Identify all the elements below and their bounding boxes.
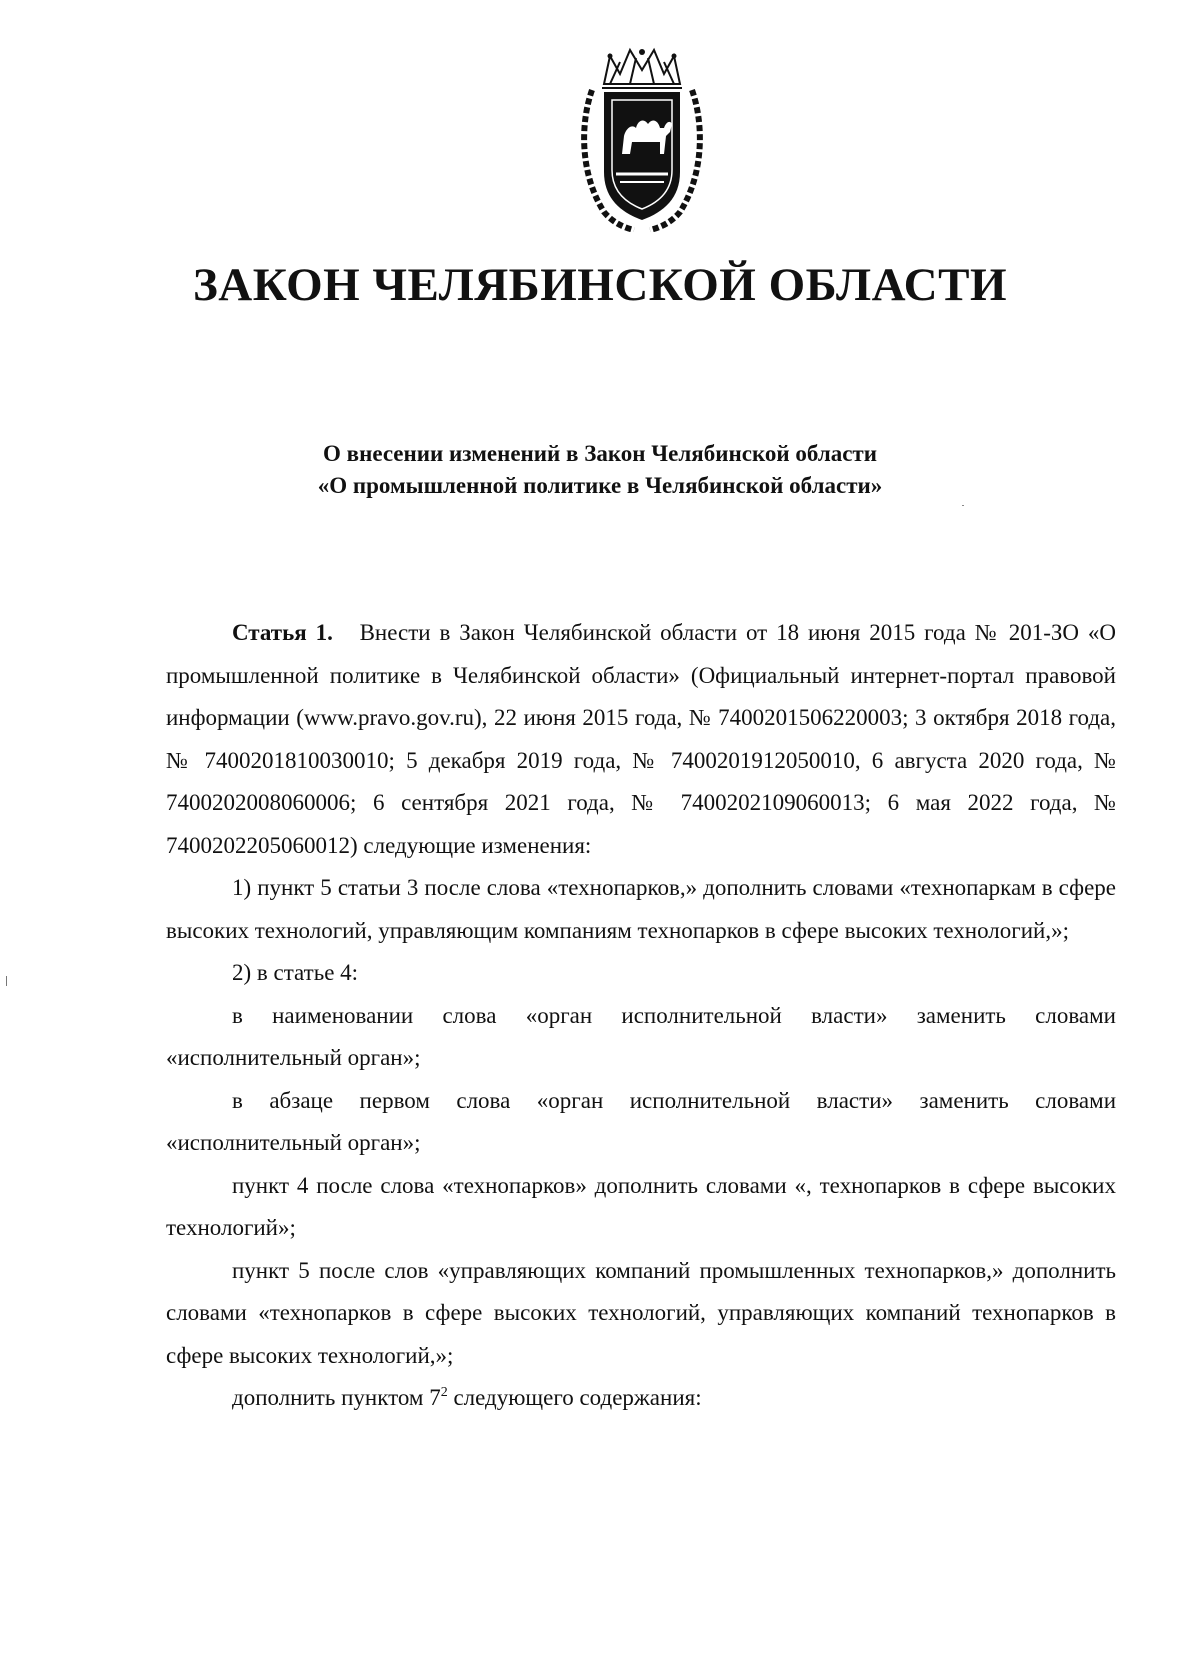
paragraph-abzac: в абзаце первом слова «орган исполнительной власти» заменить словами «исполнительный орган»; [166,1087,1116,1155]
article-intro-text: Внести в Закон Челябинской области от 18 июня 2015 года № 201-ЗО «О промышленной политике в Челябинской области» (Официальный интернет-портал правовой информации (www.pravo.gov.ru), 22 июня 2015 года, № 7400201506220003; 3 октября 2018 года, № 7400201810030010; 5 декабря 2019 года, № 7400201912050010, 6 августа 2020 года, № 7400202008060006; 6 сентября 2021 года, № 7400202109060013; 6 мая 2022 года, № 7400202205060012) следующие изменения: [166,620,1116,858]
paragraph-punkt-4: пункт 4 после слова «технопарков» дополнить словами «, технопарков в сфере высоких технологий»; [166,1172,1116,1240]
item-1: 1) пункт 5 статьи 3 после слова «технопарков,» дополнить словами «технопаркам в сфере высоких технологий, управляющим компаниям технопарков в сфере высоких технологий,»; [166,875,1116,943]
item-2: 2) в статье 4: [232,960,359,985]
paragraph-naming: в наименовании слова «орган исполнительной власти» заменить словами «исполнительный орган»; [166,1002,1116,1070]
article-label: Статья 1. [232,620,333,645]
law-body [166,612,1116,1420]
subtitle-line-2: «О промышленной политике в Челябинской области» [317,473,883,498]
subtitle-line-1: О внесении изменений в Закон Челябинской области [323,441,877,466]
law-subtitle [0,438,1200,502]
add-punkt-superscript: 2 [440,1385,448,1400]
article-1-intro [166,612,1116,867]
paragraph-add-punkt [166,1377,1116,1420]
scan-speck [962,505,964,506]
scan-margin-mark [6,976,7,986]
law-title: ЗАКОН ЧЕЛЯБИНСКОЙ ОБЛАСТИ [192,259,1008,311]
add-punkt-text-end: следующего содержания: [447,1385,702,1410]
paragraph-punkt-5: пункт 5 после слов «управляющих компаний промышленных технопарков,» дополнить словами «технопарков в сфере высоких технологий, управляющих компаний технопарков в сфере высоких технологий,»; [166,1257,1116,1368]
add-punkt-text: дополнить пунктом 7 [232,1385,441,1410]
coat-of-arms-icon [574,44,710,232]
